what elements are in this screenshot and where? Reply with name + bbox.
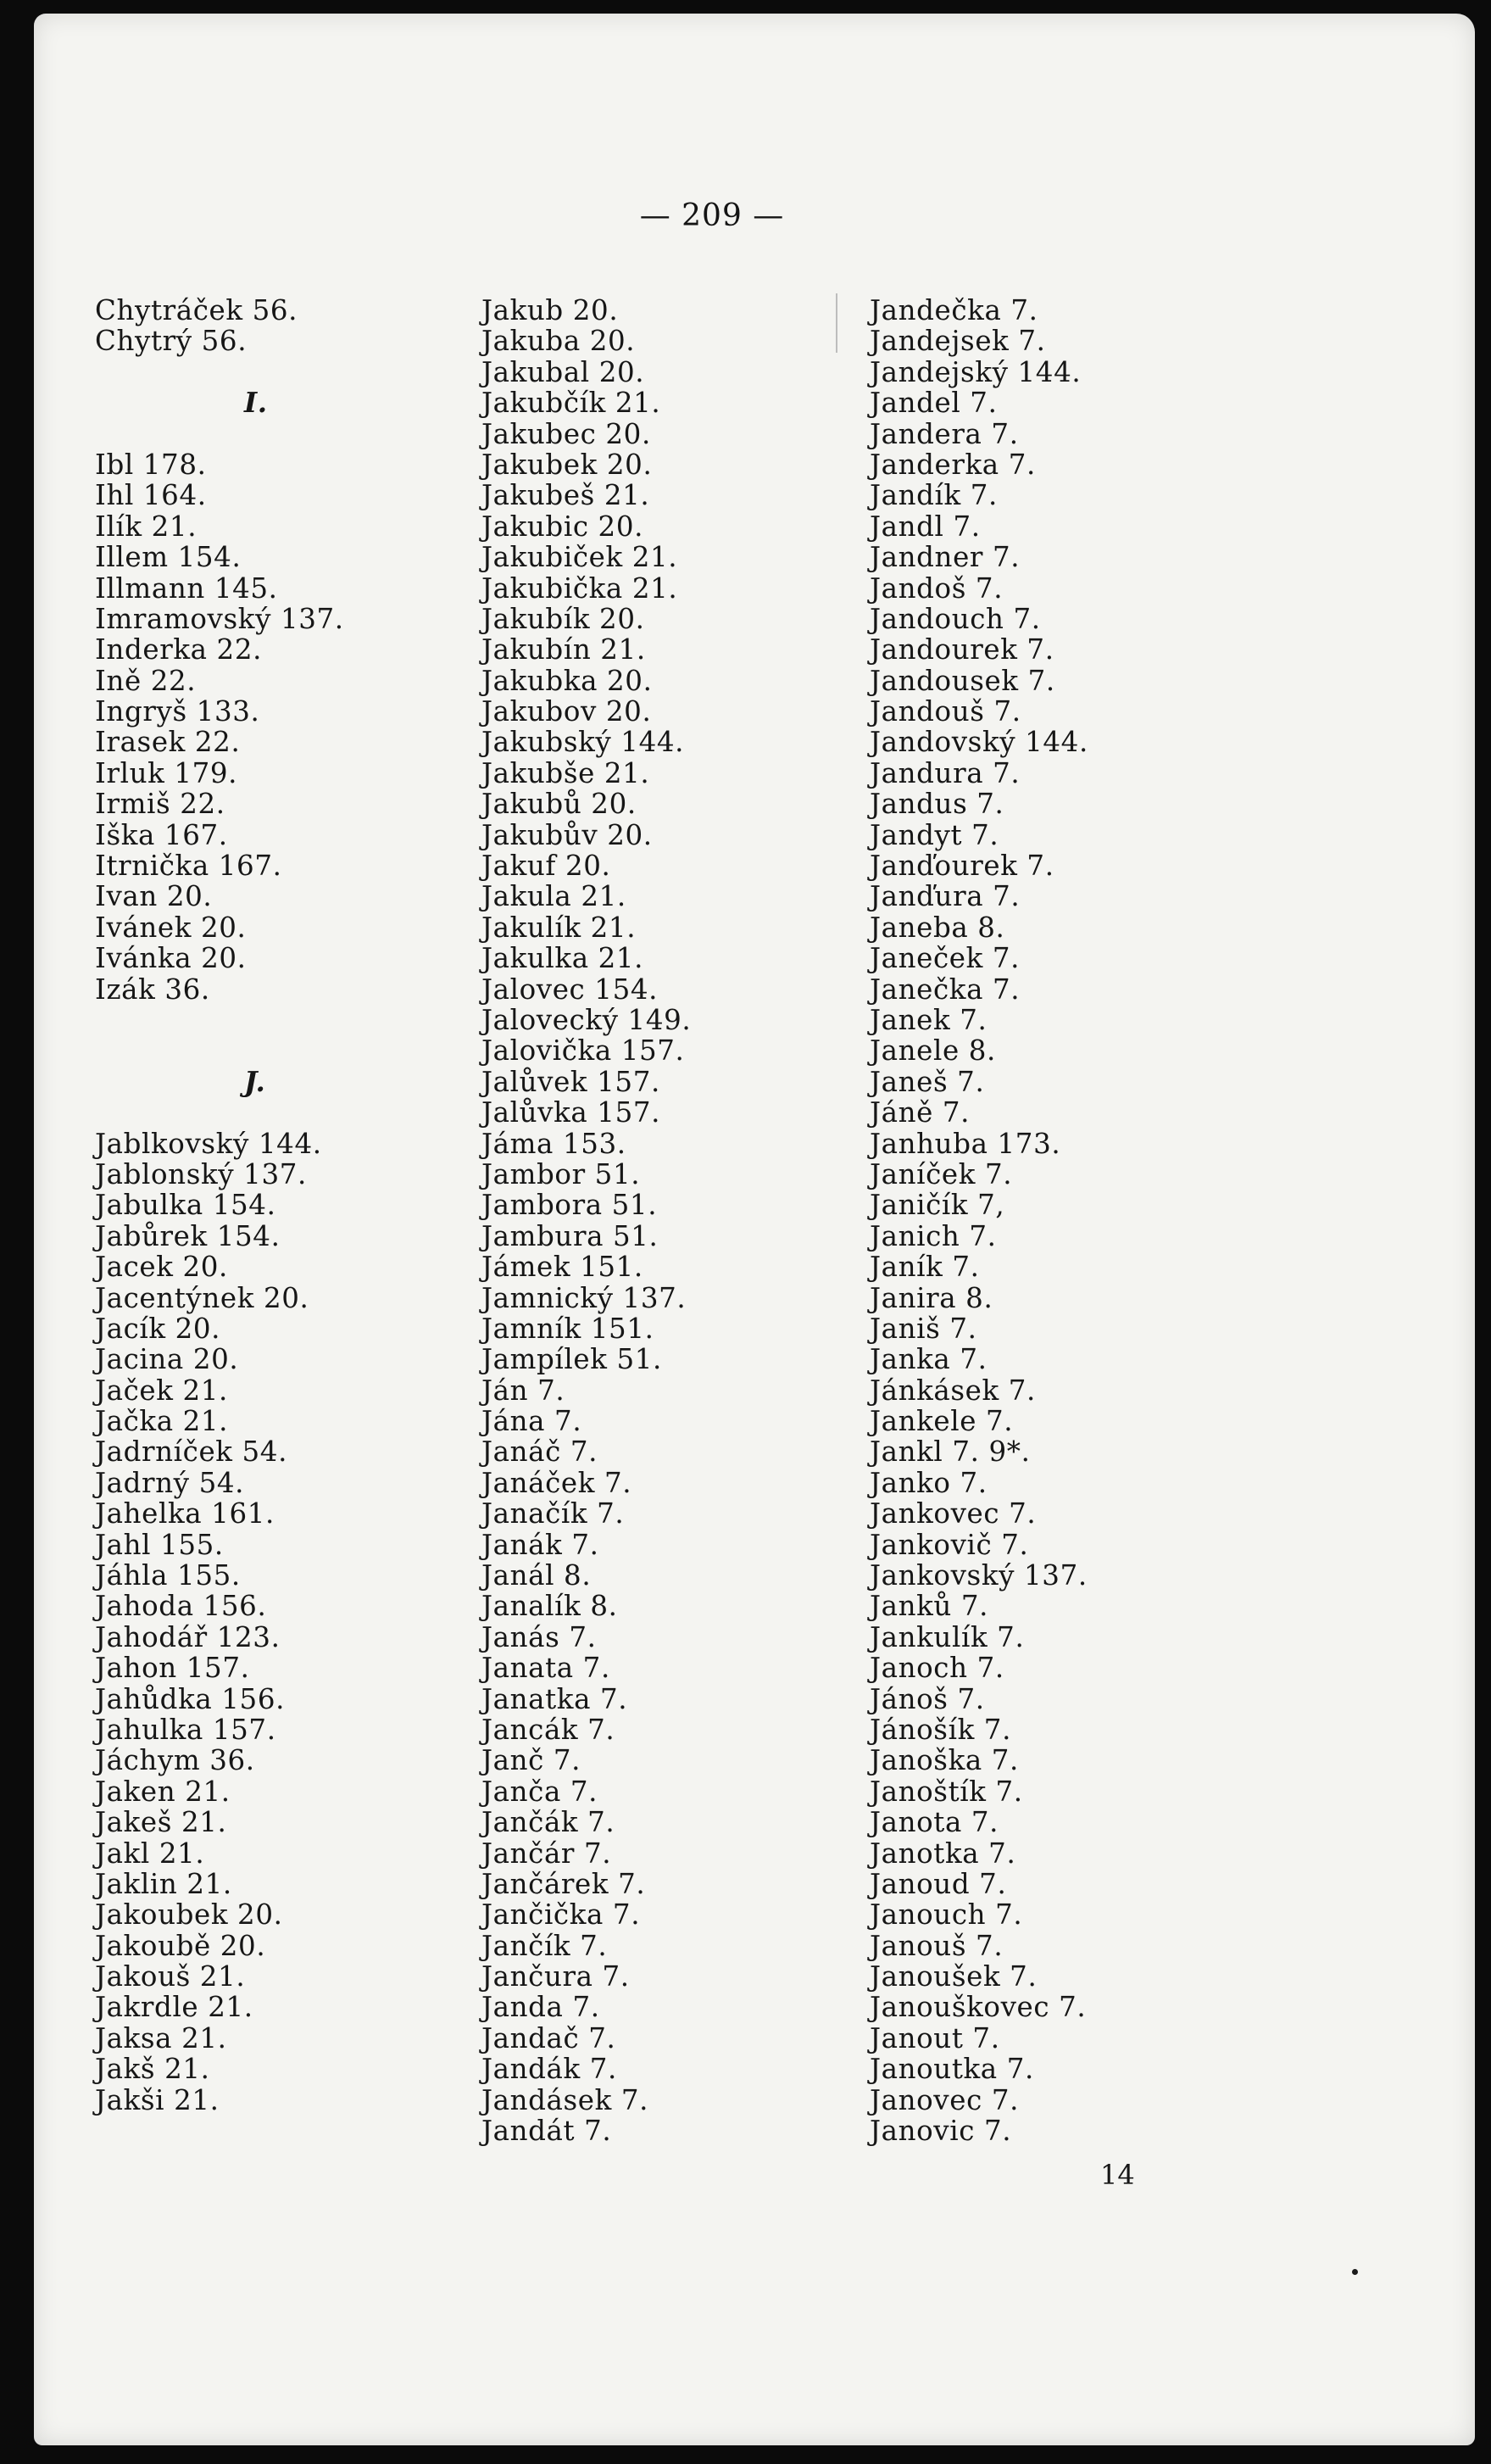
index-entry: Janek 7. bbox=[870, 1003, 988, 1036]
index-entry: Janč 7. bbox=[481, 1744, 581, 1777]
index-entry: Janota 7. bbox=[870, 1806, 999, 1839]
index-entry: Janda 7. bbox=[481, 1991, 600, 2024]
index-entry: Jakoubě 20. bbox=[95, 1929, 266, 1962]
blank-line bbox=[95, 1035, 344, 1066]
index-entry: Jandousek 7. bbox=[870, 664, 1055, 697]
blank-line bbox=[95, 419, 344, 449]
index-entry: Jancák 7. bbox=[481, 1713, 615, 1746]
index-entry: Jandoš 7. bbox=[870, 571, 1004, 605]
index-entry: Janira 8. bbox=[870, 1281, 993, 1314]
sheet-number: 14 bbox=[1100, 2159, 1135, 2191]
index-entry: Jandát 7. bbox=[481, 2115, 612, 2148]
ink-speck bbox=[1352, 2269, 1358, 2275]
index-entry: Jankele 7. bbox=[870, 1405, 1014, 1438]
index-entry: Janoška 7. bbox=[870, 1744, 1019, 1777]
index-entry: Jakulík 21. bbox=[481, 911, 637, 944]
index-entry: Ivánek 20. bbox=[95, 911, 247, 944]
page-number-header: — 209 — bbox=[639, 198, 785, 233]
index-entry: Jakub 20. bbox=[481, 294, 619, 326]
index-entry: Janele 8. bbox=[870, 1034, 996, 1068]
index-entry: Jakubík 20. bbox=[481, 602, 645, 635]
index-entry: Jandejský 144. bbox=[870, 355, 1082, 388]
index-entry: Janotka 7. bbox=[870, 1837, 1016, 1870]
index-entry: Jandejsek 7. bbox=[870, 325, 1046, 358]
index-entry: Janko 7. bbox=[870, 1466, 988, 1499]
index-entry: Jakuf 20. bbox=[481, 850, 611, 883]
index-entry: Jakl 21. bbox=[95, 1837, 205, 1870]
index-entry: Jankovič 7. bbox=[870, 1528, 1029, 1561]
index-entry: Jaček 21. bbox=[95, 1374, 228, 1407]
index-entry: Izák 36. bbox=[95, 973, 210, 1006]
index-entry: Janatka 7. bbox=[481, 1682, 628, 1715]
index-entry: Jandečka 7. bbox=[870, 294, 1038, 326]
index-entry: Illem 154. bbox=[95, 541, 242, 574]
index-entry: Jánoš 7. bbox=[870, 1682, 985, 1715]
index-entry: Jacík 20. bbox=[95, 1312, 221, 1345]
index-entry: Jablkovský 144. bbox=[95, 1127, 322, 1160]
column-rule bbox=[836, 293, 837, 353]
index-entry: Jančura 7. bbox=[481, 1960, 630, 1993]
index-entry: Jandač 7. bbox=[481, 2021, 616, 2054]
index-entry: Jakubský 144. bbox=[481, 726, 685, 759]
index-entry: Jakubec 20. bbox=[481, 417, 651, 450]
index-entry: Jakuba 20. bbox=[481, 325, 636, 358]
index-entry: Jakubův 20. bbox=[481, 818, 653, 851]
blank-line bbox=[95, 1097, 344, 1128]
index-entry: Jáně 7. bbox=[870, 1096, 971, 1129]
index-entry: Jakubiček 21. bbox=[481, 541, 678, 574]
index-entry: Jakula 21. bbox=[481, 880, 626, 913]
index-entry: Jabůrek 154. bbox=[95, 1219, 281, 1252]
index-entry: Jančár 7. bbox=[481, 1837, 612, 1870]
index-entry: Janeba 8. bbox=[870, 911, 1005, 944]
index-entry: Jakeš 21. bbox=[95, 1806, 227, 1839]
index-entry: Janál 8. bbox=[481, 1559, 592, 1592]
index-entry: Janča 7. bbox=[481, 1775, 598, 1808]
index-entry: Jahl 155. bbox=[95, 1528, 224, 1561]
index-entry: Jakubal 20. bbox=[481, 355, 645, 388]
index-entry: Jandásek 7. bbox=[481, 2083, 649, 2116]
index-entry: Jalůvka 157. bbox=[481, 1096, 661, 1129]
index-entry: Janáček 7. bbox=[481, 1466, 632, 1499]
index-entry: Jamnický 137. bbox=[481, 1281, 687, 1314]
index-entry: Jabulka 154. bbox=[95, 1189, 276, 1222]
index-entry: Ině 22. bbox=[95, 664, 197, 697]
index-entry: Jalovička 157. bbox=[481, 1034, 685, 1068]
index-entry: Irmiš 22. bbox=[95, 788, 225, 821]
index-entry: Jalůvek 157. bbox=[481, 1065, 660, 1098]
index-entry: Jambor 51. bbox=[481, 1157, 641, 1190]
index-entry: Jahůdka 156. bbox=[95, 1682, 286, 1715]
index-entry: Jandouch 7. bbox=[870, 602, 1041, 635]
index-entry: Jandák 7. bbox=[481, 2053, 617, 2086]
index-entry: Ihl 164. bbox=[95, 479, 207, 512]
section-letter-heading: J. bbox=[244, 1064, 266, 1098]
index-entry: Jakubeš 21. bbox=[481, 479, 650, 512]
index-entry: Jandura 7. bbox=[870, 756, 1021, 789]
index-entry: Chytrý 56. bbox=[95, 325, 248, 358]
index-entry: Jánošík 7. bbox=[870, 1713, 1012, 1746]
index-entry: Janák 7. bbox=[481, 1528, 599, 1561]
index-entry: Jandovský 144. bbox=[870, 726, 1088, 759]
index-entry: Janďourek 7. bbox=[870, 850, 1054, 883]
index-entry: Jáma 153. bbox=[481, 1127, 626, 1160]
index-entry: Jacina 20. bbox=[95, 1343, 239, 1376]
index-entry: Janouš 7. bbox=[870, 1929, 1004, 1962]
index-entry: Jakubic 20. bbox=[481, 510, 644, 543]
index-entry: Jaklin 21. bbox=[95, 1867, 232, 1900]
index-entry: Jančárek 7. bbox=[481, 1867, 646, 1900]
index-entry: Janoch 7. bbox=[870, 1652, 1004, 1685]
index-entry: Jambora 51. bbox=[481, 1189, 658, 1222]
index-entry: Jacek 20. bbox=[95, 1251, 228, 1284]
index-entry: Jakoubek 20. bbox=[95, 1898, 283, 1932]
index-entry: Jakubička 21. bbox=[481, 571, 678, 605]
index-entry: Janačík 7. bbox=[481, 1497, 625, 1530]
index-entry: Jačka 21. bbox=[95, 1405, 229, 1438]
index-entry: Jahelka 161. bbox=[95, 1497, 275, 1530]
index-entry: Iška 167. bbox=[95, 818, 228, 851]
index-entry: Jacentýnek 20. bbox=[95, 1281, 309, 1314]
index-entry: Ivánka 20. bbox=[95, 942, 247, 975]
index-entry: Jakubů 20. bbox=[481, 788, 637, 821]
index-entry: Ilík 21. bbox=[95, 510, 198, 543]
index-entry: Irluk 179. bbox=[95, 756, 238, 789]
index-entry: Jáhla 155. bbox=[95, 1559, 241, 1592]
index-entry: Jandourek 7. bbox=[870, 633, 1054, 666]
index-entry: Chytráček 56. bbox=[95, 294, 298, 326]
index-column-1 bbox=[95, 295, 344, 2116]
index-entry: Jandera 7. bbox=[870, 417, 1019, 450]
index-entry: Jánkásek 7. bbox=[870, 1374, 1036, 1407]
index-entry: Jakši 21. bbox=[95, 2083, 220, 2116]
index-entry: Janovic 7. bbox=[870, 2115, 1012, 2148]
index-entry: Jakubek 20. bbox=[481, 448, 653, 481]
index-entry: Jámek 151. bbox=[481, 1251, 643, 1284]
index-entry: Jankovec 7. bbox=[870, 1497, 1037, 1530]
index-entry: Janoutka 7. bbox=[870, 2053, 1034, 2086]
index-entry: Janeček 7. bbox=[870, 942, 1021, 975]
index-entry: Janhuba 173. bbox=[870, 1127, 1061, 1160]
index-entry: Jaksa 21. bbox=[95, 2021, 227, 2054]
index-column-2 bbox=[481, 295, 691, 2146]
index-entry: Jampílek 51. bbox=[481, 1343, 662, 1376]
index-entry: Janiš 7. bbox=[870, 1312, 977, 1345]
index-entry: Jančík 7. bbox=[481, 1929, 608, 1962]
index-entry: Ivan 20. bbox=[95, 880, 213, 913]
index-entry: Janoštík 7. bbox=[870, 1775, 1023, 1808]
index-entry: Jakubka 20. bbox=[481, 664, 653, 697]
blank-line bbox=[95, 357, 344, 387]
index-entry: Jalovecký 149. bbox=[481, 1003, 692, 1036]
index-entry: Jablonský 137. bbox=[95, 1157, 307, 1190]
index-entry: Jáchym 36. bbox=[95, 1744, 255, 1777]
index-entry: Jahodář 123. bbox=[95, 1620, 281, 1653]
index-entry: Janouch 7. bbox=[870, 1898, 1023, 1932]
index-entry: Jakubše 21. bbox=[481, 756, 650, 789]
index-entry: Jadrný 54. bbox=[95, 1466, 245, 1499]
index-entry: Janouškovec 7. bbox=[870, 1991, 1087, 2024]
index-entry: Jandyt 7. bbox=[870, 818, 999, 851]
index-entry: Inderka 22. bbox=[95, 633, 263, 666]
index-entry: Jambura 51. bbox=[481, 1219, 659, 1252]
index-entry: Janík 7. bbox=[870, 1251, 980, 1284]
index-entry: Janoud 7. bbox=[870, 1867, 1007, 1900]
index-entry: Ingryš 133. bbox=[95, 695, 260, 728]
index-entry: Janáč 7. bbox=[481, 1435, 598, 1469]
index-entry: Jaken 21. bbox=[95, 1775, 231, 1808]
index-entry: Jána 7. bbox=[481, 1405, 582, 1438]
index-entry: Janďura 7. bbox=[870, 880, 1021, 913]
index-entry: Jankl 7. 9*. bbox=[870, 1435, 1031, 1469]
blank-line bbox=[95, 1005, 344, 1035]
index-entry: Ján 7. bbox=[481, 1374, 565, 1407]
index-entry: Jandík 7. bbox=[870, 479, 998, 512]
index-entry: Ibl 178. bbox=[95, 448, 207, 481]
index-entry: Jančička 7. bbox=[481, 1898, 641, 1932]
index-entry: Jalovec 154. bbox=[481, 973, 659, 1006]
index-entry: Janalík 8. bbox=[481, 1590, 618, 1623]
index-entry: Jakubčík 21. bbox=[481, 387, 661, 420]
index-entry: Jandus 7. bbox=[870, 788, 1004, 821]
index-entry: Illmann 145. bbox=[95, 571, 278, 605]
index-entry: Janků 7. bbox=[870, 1590, 989, 1623]
index-entry: Jamník 151. bbox=[481, 1312, 654, 1345]
index-entry: Jakulka 21. bbox=[481, 942, 644, 975]
index-entry: Irasek 22. bbox=[95, 726, 241, 759]
index-entry: Jahon 157. bbox=[95, 1652, 250, 1685]
index-entry: Jandel 7. bbox=[870, 387, 998, 420]
index-entry: Janovec 7. bbox=[870, 2083, 1020, 2116]
index-entry: Jankovský 137. bbox=[870, 1559, 1088, 1592]
index-column-3 bbox=[870, 295, 1088, 2146]
index-entry: Jakouš 21. bbox=[95, 1960, 246, 1993]
index-entry: Imramovský 137. bbox=[95, 602, 344, 635]
index-entry: Jahoda 156. bbox=[95, 1590, 267, 1623]
index-entry: Jakš 21. bbox=[95, 2053, 210, 2086]
index-entry: Janičík 7, bbox=[870, 1189, 1005, 1222]
index-entry: Jančák 7. bbox=[481, 1806, 615, 1839]
index-entry: Janečka 7. bbox=[870, 973, 1021, 1006]
index-entry: Janíček 7. bbox=[870, 1157, 1013, 1190]
index-entry: Jahulka 157. bbox=[95, 1713, 276, 1746]
index-entry: Jandouš 7. bbox=[870, 695, 1021, 728]
index-entry: Jadrníček 54. bbox=[95, 1435, 288, 1469]
index-entry: Janás 7. bbox=[481, 1620, 597, 1653]
book-page bbox=[34, 14, 1475, 2445]
index-entry: Jandl 7. bbox=[870, 510, 981, 543]
index-entry: Jakrdle 21. bbox=[95, 1991, 253, 2024]
index-entry: Janka 7. bbox=[870, 1343, 988, 1376]
index-entry: Jakubov 20. bbox=[481, 695, 652, 728]
index-entry: Janeš 7. bbox=[870, 1065, 985, 1098]
index-entry: Janich 7. bbox=[870, 1219, 997, 1252]
index-entry: Janderka 7. bbox=[870, 448, 1036, 481]
index-entry: Itrnička 167. bbox=[95, 850, 282, 883]
section-letter-heading: I. bbox=[244, 386, 268, 420]
index-entry: Jankulík 7. bbox=[870, 1620, 1025, 1653]
index-entry: Jakubín 21. bbox=[481, 633, 646, 666]
index-entry: Janata 7. bbox=[481, 1652, 610, 1685]
index-entry: Jandner 7. bbox=[870, 541, 1021, 574]
index-entry: Janout 7. bbox=[870, 2021, 1000, 2054]
index-entry: Janoušek 7. bbox=[870, 1960, 1038, 1993]
